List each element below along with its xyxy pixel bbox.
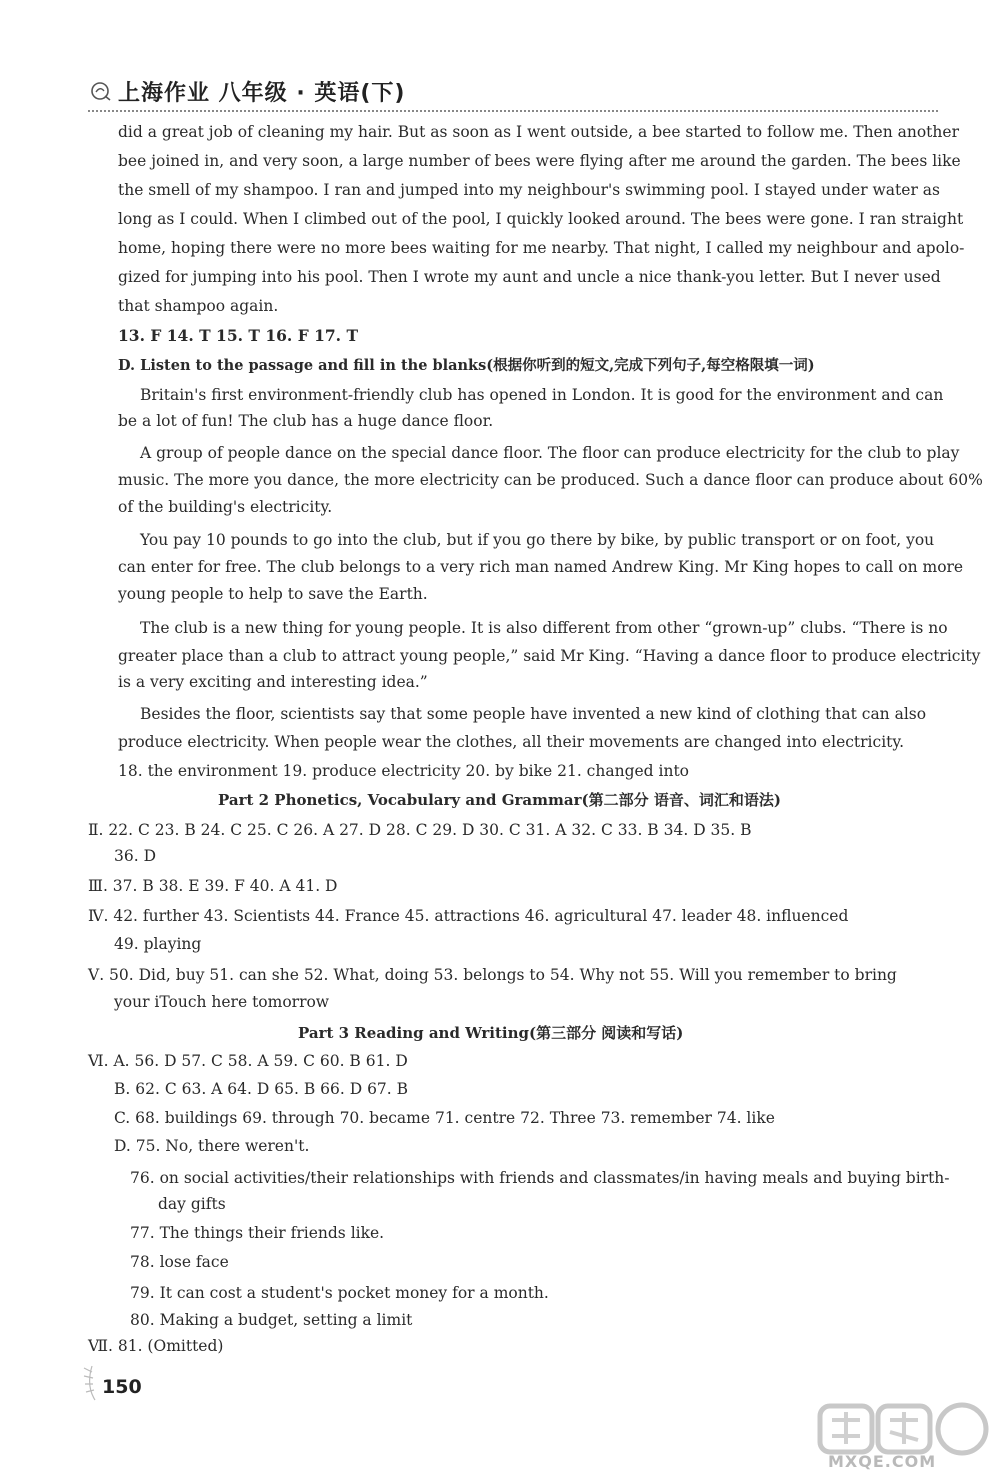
answers-IV-line1: Ⅳ. 42. further 43. Scientists 44. France 45. attractions 46. agricultural 47. leader 48. influenced [88, 907, 849, 925]
answers-II-line2: 36. D [114, 847, 157, 865]
section-d-answers: 18. the environment 19. produce electricity 20. by bike 21. changed into [118, 762, 690, 780]
part2-heading: Part 2 Phonetics, Vocabulary and Grammar(第二部分 语音、词汇和语法) [218, 791, 781, 809]
passage-line: the smell of my shampoo. I ran and jumped into my neighbour's swimming pool. I stayed under water as [118, 181, 940, 199]
answers-VI-B: B. 62. C 63. A 64. D 65. B 66. D 67. B [114, 1080, 409, 1098]
header-title: 上海作业 八年级 · 英语(下) [118, 81, 406, 106]
answers-VI-C: C. 68. buildings 69. through 70. became 71. centre 72. Three 73. remember 74. like [114, 1109, 775, 1127]
passage-line: home, hoping there were no more bees waiting for me nearby. That night, I called my neighbour and apolo- [118, 239, 965, 257]
answers-VI-D79: 79. It can cost a student's pocket money for a month. [130, 1284, 549, 1302]
answers-III: Ⅲ. 37. B 38. E 39. F 40. A 41. D [88, 877, 338, 895]
passage-line: bee joined in, and very soon, a large number of bees were flying after me around the garden. The bees like [118, 152, 961, 170]
answers-V-line2: your iTouch here tomorrow [114, 993, 330, 1011]
passage-line: of the building's electricity. [118, 498, 333, 516]
answers-VI-D76-line2: day gifts [158, 1195, 226, 1213]
passage-line: You pay 10 pounds to go into the club, but if you go there by bike, by public transport or on foot, you [140, 531, 935, 549]
answers-VI-D78: 78. lose face [130, 1253, 229, 1271]
watermark-text: MXQE.COM [828, 1452, 937, 1471]
passage-line: long as I could. When I climbed out of the pool, I quickly looked around. The bees were gone. I ran straight [118, 210, 964, 228]
passage-line: greater place than a club to attract young people,” said Mr King. “Having a dance floor to produce electricity [118, 647, 981, 665]
section-d-heading: D. Listen to the passage and fill in the blanks(根据你听到的短文,完成下列句子,每空格限填一词) [118, 357, 815, 374]
passage-line: be a lot of fun! The club has a huge dance floor. [118, 412, 494, 430]
passage-line: A group of people dance on the special dance floor. The floor can produce electricity for the club to play [140, 444, 960, 462]
passage-line: Britain's first environment-friendly club has opened in London. It is good for the environment and can [140, 386, 944, 404]
answers-VI-A: Ⅵ. A. 56. D 57. C 58. A 59. C 60. B 61. D [88, 1052, 408, 1070]
page-header [88, 76, 938, 112]
part3-heading: Part 3 Reading and Writing(第三部分 阅读和写话) [298, 1024, 684, 1042]
answers-VII: Ⅶ. 81. (Omitted) [88, 1337, 224, 1355]
passage-line: produce electricity. When people wear the clothes, all their movements are changed into electricity. [118, 733, 905, 751]
answers-VI-D76-line1: 76. on social activities/their relationships with friends and classmates/in having meals and buying birth- [130, 1169, 950, 1187]
passage-line: gized for jumping into his pool. Then I wrote my aunt and uncle a nice thank-you letter. But I never used [118, 268, 941, 286]
answers-V-line1: Ⅴ. 50. Did, buy 51. can she 52. What, doing 53. belongs to 54. Why not 55. Will you remember to bring [88, 966, 897, 984]
passage-line: young people to help to save the Earth. [118, 585, 428, 603]
answers-VI-D75: D. 75. No, there weren't. [114, 1137, 310, 1155]
book-logo-icon [90, 80, 112, 102]
answers-VI-D80: 80. Making a budget, setting a limit [130, 1311, 413, 1329]
passage-line: did a great job of cleaning my hair. But as soon as I went outside, a bee started to follow me. Then another [118, 123, 959, 141]
passage-line: music. The more you dance, the more electricity can be produced. Such a dance floor can produce about 60% [118, 471, 983, 489]
passage-line: is a very exciting and interesting idea.” [118, 673, 428, 691]
passage-line: The club is a new thing for young people. It is also different from other “grown-up” clubs. “There is no [140, 619, 948, 637]
passage-line: can enter for free. The club belongs to a very rich man named Andrew King. Mr King hopes to call on more [118, 558, 964, 576]
section-c-answers: 13. F 14. T 15. T 16. F 17. T [118, 326, 359, 345]
passage-line: that shampoo again. [118, 297, 279, 315]
answers-II-line1: Ⅱ. 22. C 23. B 24. C 25. C 26. A 27. D 28. C 29. D 30. C 31. A 32. C 33. B 34. D 35. B [88, 821, 752, 839]
passage-line: Besides the floor, scientists say that some people have invented a new kind of clothing that can also [140, 705, 927, 723]
answers-VI-D77: 77. The things their friends like. [130, 1224, 385, 1242]
answers-IV-line2: 49. playing [114, 935, 202, 953]
page-number: 150 [102, 1376, 142, 1398]
